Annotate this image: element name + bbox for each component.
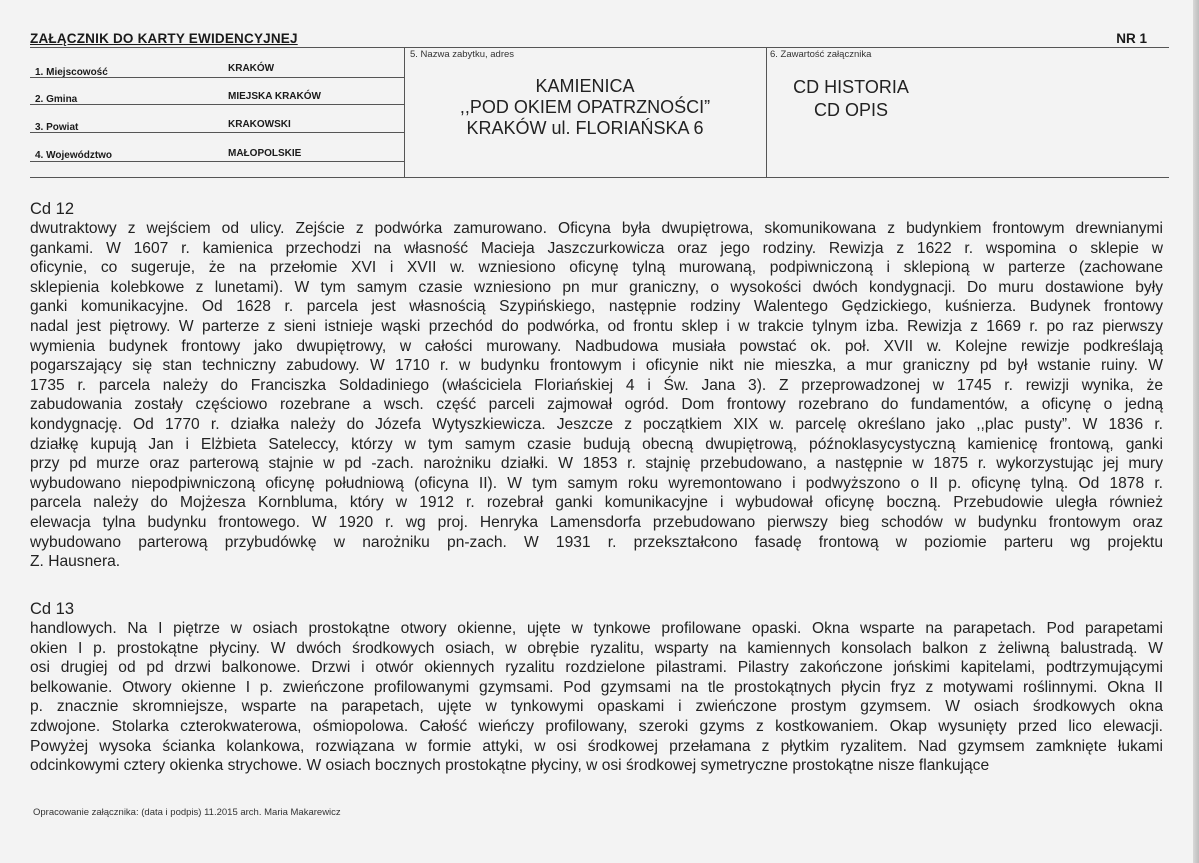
field-label-miejscowosc: 1. Miejscowość: [35, 67, 108, 78]
section-body-cd13: [30, 619, 1163, 776]
monument-name-line: ,,POD OKIEM OPATRZNOŚCI”: [459, 97, 711, 117]
box5-caption: 5. Nazwa zabytku, adres: [410, 49, 515, 60]
text-line: nadal jest piętrowy. W parterze z sieni istnieje wąski przechód do podwórka, od frontu sklep i w trakcie tylnym izba. Rewizja z 1669 r. po raz pierwszy: [30, 317, 1163, 335]
header-bottom-rule: [30, 177, 1169, 178]
text-line: belkowanie. Otwory okienne I p. zwieńczone profilowanymi gzymsami. Pod gzymsami na tle prostokątnych płycin fryz z motywami roślinnymi. Okna II: [30, 678, 1163, 696]
document-title: ZAŁĄCZNIK DO KARTY EWIDENCYJNEJ: [30, 31, 298, 46]
field-label-wojewodztwo: 4. Województwo: [35, 150, 113, 161]
text-line: pogarszający się stan techniczny zabudowy. W 1710 r. w budynku frontowym i oficynie nikt nie mieszka, a mur graniczny pd był wstanie ruiny. W: [30, 357, 1163, 375]
monument-address-line: KRAKÓW ul. FLORIAŃSKA 6: [466, 118, 704, 138]
field-label-gmina: 2. Gmina: [35, 94, 78, 105]
field-value-miejscowosc: KRAKÓW: [228, 63, 275, 74]
field-label-powiat: 3. Powiat: [35, 122, 79, 133]
text-line: kondygnację. Od 1770 r. działka należy do Józefa Wytyszkiewicza. Jeszcze z początkiem XIX w. parcelę określano jako ,,plac pusty”. W 1836 r.: [30, 415, 1163, 433]
text-line: przy pd murze oraz parterową stajnie w pd -zach. narożniku działki. W 1853 r. stajnię przebudowano, a następnie w 1875 r. wykorzystując jej mury: [30, 455, 1163, 473]
text-line: działkę kupują Jan i Elżbieta Sateleccy, którzy w tym samym czasie budują obecną dwupiętrową, późnoklasycystyczną kamienicę frontową, ganki: [30, 435, 1163, 453]
text-line: Z. Hausnera.: [30, 553, 121, 571]
text-line: sklepienia kolebkowe z lunetami). W tym samym czasie wzniesiono pn mur graniczny, o wysokości dwóch kondygnacji. Do muru dostawione były: [30, 278, 1163, 296]
field-value-wojewodztwo: MAŁOPOLSKIE: [228, 148, 302, 159]
monument-name-address: [404, 76, 766, 139]
text-line: Powyżej wysoka ścianka kolankowa, rozwiązana w formie attyki, w osi środkowej przełamana z płytkim ryzalitem. Nad gzymsem zamknięte łukami: [30, 737, 1163, 755]
section-title-cd12: Cd 12: [30, 200, 75, 218]
field-rule: [30, 161, 404, 162]
field-rule: [30, 132, 404, 133]
text-line: gankami. W 1607 r. kamienica przechodzi na własność Macieja Jaszczurkowicza oraz jego rodziny. Rewizja z 1622 r. wspomina o sklepie w: [30, 239, 1163, 257]
text-line: ganki komunikacyjne. Od 1628 r. parcela jest własnością Szypińskiego, następnie rodziny Walentego Gędzickiego, kuśnierza. Budynek frontowy: [30, 298, 1163, 316]
text-line: osi drugiej od pd drzwi balkonowe. Drzwi i otwór okiennych ryzalitu rozdzielone pilastrami. Pilastry zakończone jońskimi kapitelami, podtrzymującymi: [30, 659, 1163, 677]
text-line: p. znacznie skromniejsze, wsparte na parapetach, ujęte w tynkowymi opaskami i zwieńczone prostym gzymsem. W osiach środkowych okna: [30, 698, 1163, 716]
section-title-cd13: Cd 13: [30, 600, 75, 618]
text-line: oficynie, co sugeruje, że na przełomie XVI i XVII w. wzniesiono oficynę tylną murowaną, podpiwniczoną i sklepioną w parterze (zachowane: [30, 259, 1163, 277]
document-number: NR 1: [1116, 31, 1147, 46]
text-line: zdwojone. Stolarka czterokwaterowa, ośmiopolowa. Całość wieńczy profilowany, szeroki gzyms z kostkowaniem. Okap wysunięty przed lico elewacji.: [30, 717, 1163, 735]
field-value-powiat: KRAKOWSKI: [228, 119, 291, 130]
text-line: wybudowano parterową przybudówkę w narożniku pn-zach. W 1931 r. przekształcono fasadę frontową w poziomie parteru wg projektu: [30, 533, 1163, 551]
field-rule: [30, 104, 404, 105]
field-value-gmina: MIEJSKA KRAKÓW: [228, 91, 321, 102]
attachment-contents: [766, 76, 936, 122]
text-line: zabudowania zostały częściowo rozebrane a wsch. część parceli zajmował ogród. Dom frontowy rozebrano do fundamentów, a oficynę o jedną: [30, 396, 1163, 414]
attachment-content-line: CD HISTORIA: [793, 77, 909, 97]
text-line: okien I p. prostokątne płyciny. W dwóch środkowych osiach, w obrębie ryzalitu, wsparty na kamiennych konsolach balkon z żeliwną balustradą. W: [30, 639, 1163, 657]
text-line: wymienia budynek frontowy jako dwupiętrowy, w całości murowany. Nadbudowa musiała powstać ok. poł. XVII w. Kolejne rewizje podkreślają: [30, 337, 1163, 355]
text-line: dwutraktowy z wejściem od ulicy. Zejście z podwórka zamurowano. Oficyna była dwupiętrowa, skomunikowana z budynkiem frontowym drewnianymi: [30, 220, 1163, 237]
text-line: handlowych. Na I piętrze w osiach prostokątne otwory okienne, ujęte w tynkowe profilowane opaski. Okna wsparte na parapetach. Pod parapetami: [30, 620, 1163, 637]
field-rule: [30, 77, 404, 78]
header-top-rule: [30, 47, 1169, 48]
box6-caption: 6. Zawartość załącznika: [770, 49, 872, 60]
text-line: 1735 r. parcela należy do Franciszka Soldadiniego (właściciela Floriańskiej 4 i Św. Jana 3). Z przeprowadzonej w 1745 r. rewizji wynika, że: [30, 376, 1163, 394]
prepared-by-footer: Opracowanie załącznika: (data i podpis) 11.2015 arch. Maria Makarewicz: [33, 807, 341, 818]
text-line: elewacja tylna budynku frontowego. W 1920 r. wg proj. Henryka Lamensdorfa przebudowano pierwszy bieg schodów w budynku frontowym oraz: [30, 513, 1163, 531]
text-line: odcinkowymi cztery okienka strychowe. W osiach bocznych prostokątne płyciny, w osi środkowej symetryczne prostokątne nisze flankujące: [30, 757, 990, 775]
section-body-cd12: [30, 219, 1163, 572]
text-line: parcela należy do Mojżesza Kornbluma, który w 1912 r. rozebrał ganki komunikacyjne i wybudował oficynę boczną. Przebudowie uległa również: [30, 494, 1163, 512]
monument-name-line: KAMIENICA: [535, 76, 635, 96]
attachment-content-line: CD OPIS: [813, 100, 888, 120]
text-line: wybudowano niepodpiwniczoną oficynę południową (oficyna II). W tym samym roku wyremontowano i podwyższono o II p. oficynę tylną. Od 1878 r.: [30, 474, 1163, 492]
